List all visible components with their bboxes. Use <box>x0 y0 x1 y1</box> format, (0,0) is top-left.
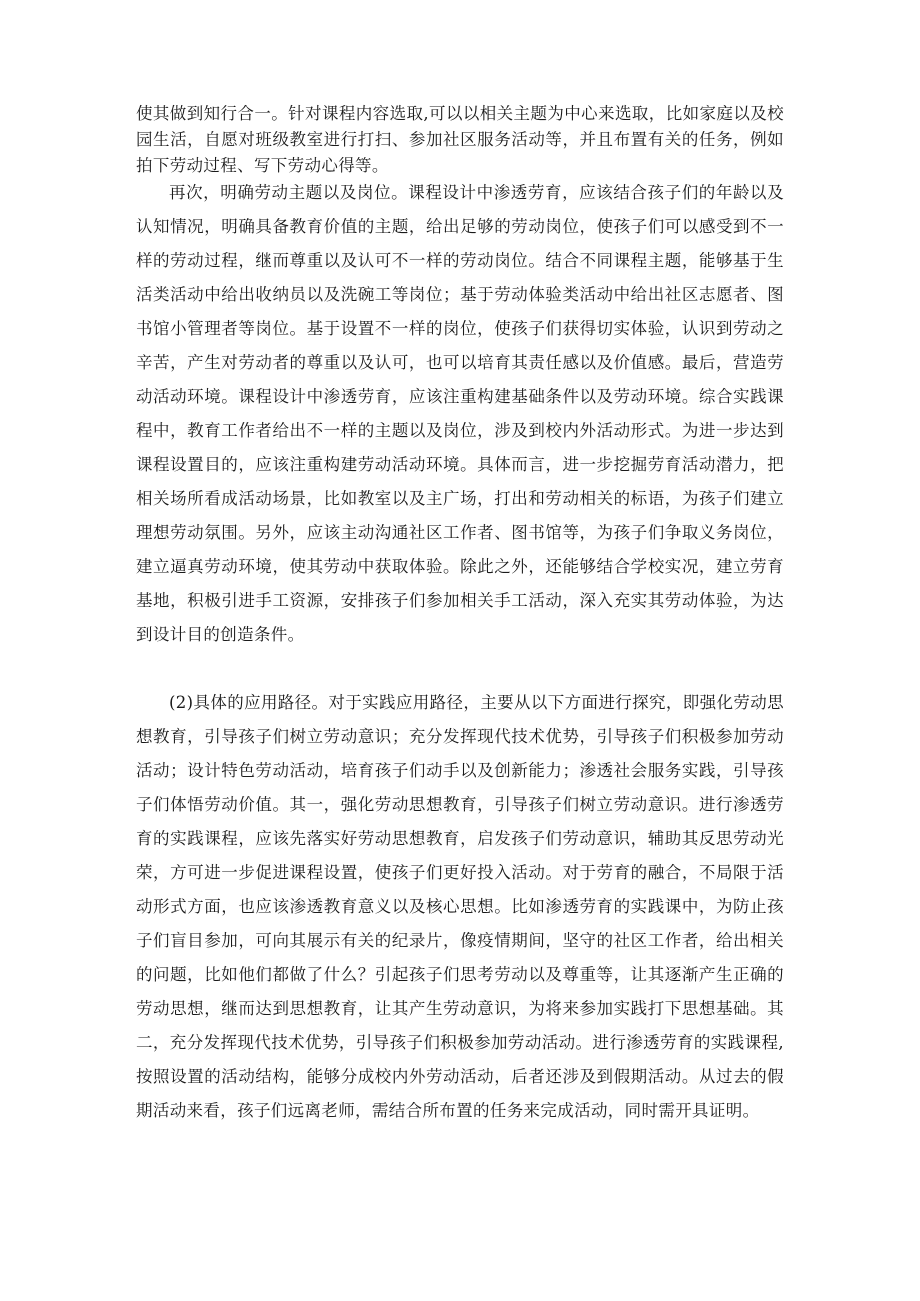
paragraph-application-paths: (2)具体的应用路径。对于实践应用路径，主要从以下方面进行探究，即强化劳动思想教育，引导孩子们树立劳动意识；充分发挥现代技术优势，引导孩子们积极参加劳动活动；设计特色劳动活动，培育孩子们动手以及创新能力；渗透社会服务实践，引导孩子们体悟劳动价值。其一，强化劳动思想教育，引导孩子们树立劳动意识。进行渗透劳育的实践课程，应该先落实好劳动思想教育，启发孩子们劳动意识，辅助其反思劳动光荣，方可进一步促进课程设置，使孩子们更好投入活动。对于劳育的融合，不局限于活动形式方面，也应该渗透教育意义以及核心思想。比如渗透劳育的实践课中，为防止孩子们盲目参加，可向其展示有关的纪录片，像疫情期间，坚守的社区工作者，给出相关的问题，比如他们都做了什么？引起孩子们思考劳动以及尊重等，让其逐渐产生正确的劳动思想，继而达到思想教育，让其产生劳动意识，为将来参加实践打下思想基础。其二，充分发挥现代技术优势，引导孩子们积极参加劳动活动。进行渗透劳育的实践课程,按照设置的活动结构，能够分成校内外劳动活动，后者还涉及到假期活动。从过去的假期活动来看，孩子们远离老师，需结合所布置的任务来完成活动，同时需开具证明。 <box>136 693 784 1120</box>
paragraph-labor-themes-and-posts: 再次，明确劳动主题以及岗位。课程设计中渗透劳育，应该结合孩子们的年龄以及认知情况，明确具备教育价值的主题，给出足够的劳动岗位，使孩子们可以感受到不一样的劳动过程，继而尊重以及认可不一样的劳动岗位。结合不同课程主题，能够基于生活类活动中给出收纳员以及洗碗工等岗位；基于劳动体验类活动中给出社区志愿者、图书馆小管理者等岗位。基于设置不一样的岗位，使孩子们获得切实体验，认识到劳动之辛苦，产生对劳动者的尊重以及认可，也可以培育其责任感以及价值感。最后，营造劳动活动环境。课程设计中渗透劳育，应该注重构建基础条件以及劳动环境。综合实践课程中，教育工作者给出不一样的主题以及岗位，涉及到校内外活动形式。为进一步达到课程设置目的，应该注重构建劳动活动环境。具体而言，进一步挖掘劳育活动潜力，把相关场所看成活动场景，比如教室以及主广场，打出和劳动相关的标语，为孩子们建立理想劳动氛围。另外，应该主动沟通社区工作者、图书馆等，为孩子们争取义务岗位，建立逼真劳动环境，使其劳动中获取体验。除此之外，还能够结合学校实况，建立劳育基地，积极引进手工资源，安排孩子们参加相关手工活动，深入充实其劳动体验，为达到设计目的创造条件。 <box>136 183 784 644</box>
paragraph-continuation: 使其做到知行合一。针对课程内容选取,可以以相关主题为中心来选取，比如家庭以及校园生活，自愿对班级教室进行打扫、参加社区服务活动等，并且布置有关的任务，例如拍下劳动过程、写下劳动心得等。 <box>136 104 784 175</box>
